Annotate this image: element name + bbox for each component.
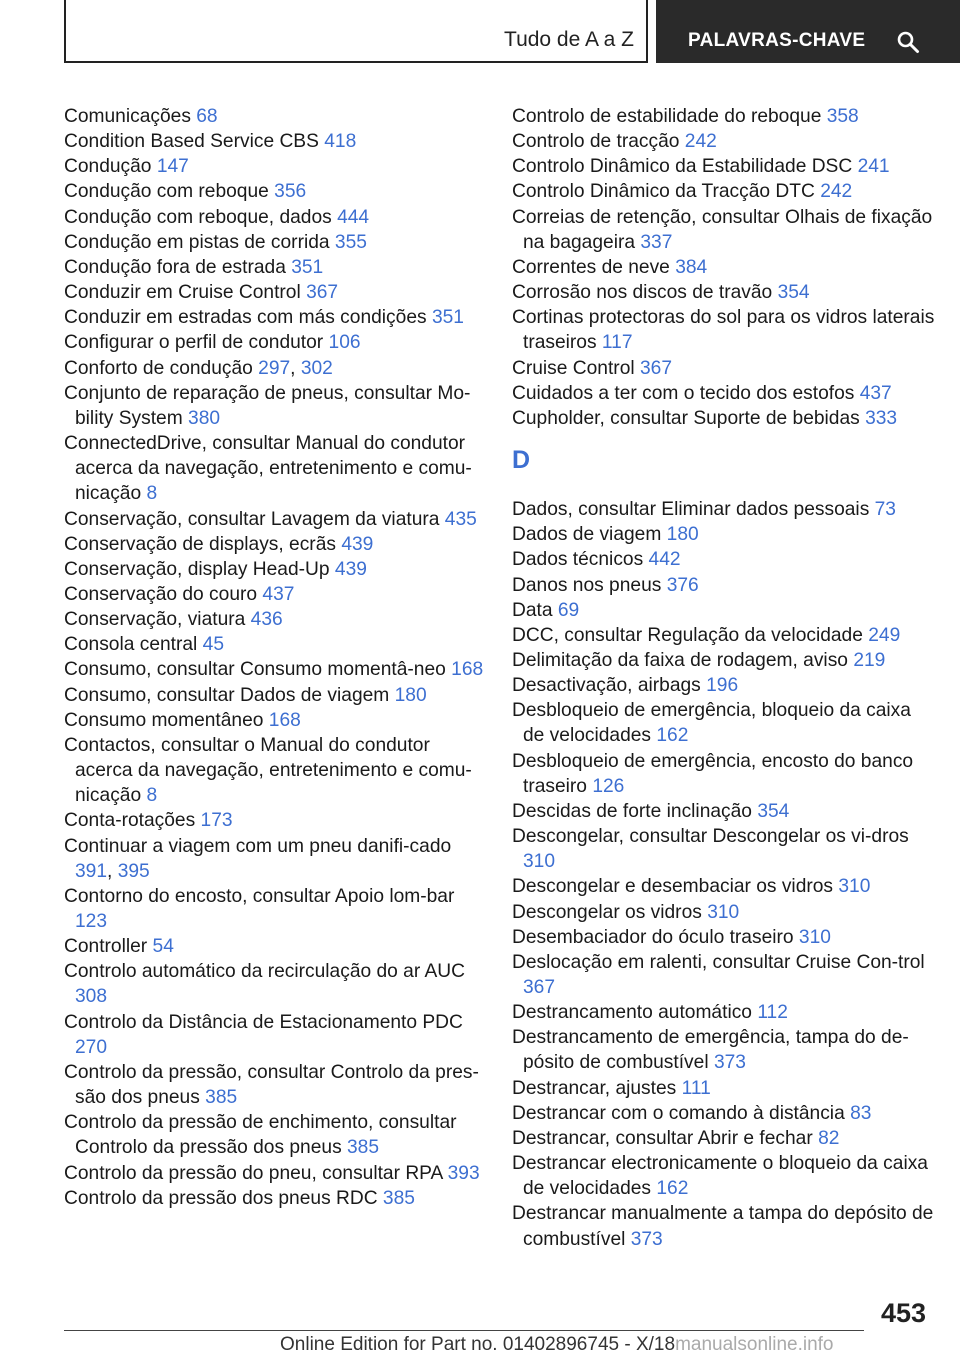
index-term: Conservação de displays, ecrãs — [64, 533, 336, 555]
index-entry — [512, 1201, 937, 1251]
page-link[interactable]: 111 — [681, 1077, 711, 1099]
index-entry — [512, 824, 937, 874]
index-entry — [64, 1161, 484, 1186]
index-term: Continuar a viagem com um pneu danifi-cado — [64, 835, 452, 857]
page-link[interactable]: 444 — [337, 206, 370, 228]
index-term: Condução — [64, 156, 152, 178]
page-link[interactable]: 393 — [447, 1162, 480, 1184]
index-term: Desbloqueio de emergência, encosto do banco traseiro — [512, 750, 914, 797]
index-entry — [64, 507, 484, 532]
index-term: Controlo da pressão dos pneus RDC — [64, 1187, 378, 1209]
page-link[interactable]: 367 — [306, 282, 339, 304]
index-term: Correias de retenção, consultar Olhais de fixação na bagageira — [512, 206, 933, 253]
index-entry — [512, 874, 937, 899]
index-term: Controlo de estabilidade do reboque — [512, 106, 822, 127]
index-entry — [512, 280, 937, 305]
index-entry — [64, 104, 484, 129]
header-left-frame — [64, 0, 648, 63]
index-term: Destrancar com o comando à distância — [512, 1102, 845, 1124]
index-term: Condução em pistas de corrida — [64, 231, 330, 253]
page-link[interactable]: 442 — [648, 549, 681, 571]
index-term: Consumo, consultar Consumo momentâ-neo — [64, 659, 446, 681]
page-link[interactable]: 380 — [188, 407, 221, 429]
page-number: 453 — [880, 1298, 926, 1328]
index-entry — [64, 1060, 484, 1110]
index-term: Destrancamento automático — [512, 1002, 752, 1024]
index-term: Consumo momentâneo — [64, 709, 264, 731]
index-entry — [512, 698, 937, 748]
index-term: Condução com reboque, dados — [64, 206, 332, 228]
index-entry — [512, 900, 937, 925]
index-entry — [512, 623, 937, 648]
page-link[interactable]: 385 — [205, 1087, 238, 1109]
index-term: Contactos, consultar o Manual do condutor acerca da navegação, entretenimento e comu-nicação — [64, 734, 472, 807]
page-link[interactable]: 373 — [630, 1228, 663, 1250]
page-link[interactable]: 168 — [451, 659, 484, 681]
tab-keywords-label: PALAVRAS-CHAVE — [688, 30, 866, 51]
page-link[interactable]: 249 — [868, 624, 901, 646]
index-entry — [512, 104, 937, 129]
page-link[interactable]: 356 — [274, 181, 307, 203]
index-entry — [512, 381, 937, 406]
page-link[interactable]: 437 — [859, 382, 892, 404]
index-entry — [512, 1000, 937, 1025]
index-term: Consumo, consultar Dados de viagem — [64, 684, 390, 706]
page-link[interactable]: 385 — [347, 1137, 380, 1159]
page-link[interactable]: 333 — [865, 407, 898, 429]
index-term: Destrancamento de emergência, tampa do de-pósito de combustível — [512, 1027, 909, 1074]
index-term: Conduzir em estradas com más condições — [64, 307, 427, 329]
page-link[interactable]: 435 — [444, 508, 477, 530]
index-entry — [512, 497, 937, 522]
page-link[interactable]: 439 — [341, 533, 374, 555]
index-term: Destrancar, ajustes — [512, 1077, 677, 1099]
index-entry — [64, 632, 484, 657]
index-term: Cruise Control — [512, 357, 635, 379]
index-entry — [512, 1101, 937, 1126]
index-entry — [512, 129, 937, 154]
page-link[interactable]: 437 — [262, 583, 295, 605]
index-term: Deslocação em ralenti, consultar Cruise Con-trol — [512, 951, 925, 973]
index-entry — [64, 179, 484, 204]
page-link[interactable]: 354 — [757, 800, 790, 822]
page-link[interactable]: 354 — [777, 282, 810, 304]
index-term: Controlo da pressão de enchimento, consultar Controlo da pressão dos pneus — [64, 1112, 457, 1159]
index-entry — [512, 749, 937, 799]
index-term: Comunicações — [64, 106, 191, 127]
page-link[interactable]: 69 — [557, 599, 580, 621]
page-link[interactable]: 241 — [857, 156, 890, 178]
index-term: Dados técnicos — [512, 549, 644, 571]
index-entry — [512, 648, 937, 673]
page-link[interactable]: 162 — [656, 725, 689, 747]
index-entry — [512, 925, 937, 950]
page-link[interactable]: 242 — [684, 131, 717, 153]
index-term: Cupholder, consultar Suporte de bebidas — [512, 407, 860, 429]
index-term: Delimitação da faixa de rodagem, aviso — [512, 649, 848, 671]
index-term: Controller — [64, 936, 148, 958]
index-entry — [64, 884, 484, 934]
page-link[interactable]: 310 — [707, 901, 740, 923]
index-term: Cuidados a ter com o tecido dos estofos — [512, 382, 855, 404]
index-term: Configurar o perfil de condutor — [64, 332, 324, 354]
index-entry — [512, 1076, 937, 1101]
page-link[interactable]: 436 — [250, 609, 283, 631]
index-term: Controlo da pressão do pneu, consultar RPA — [64, 1162, 443, 1184]
index-entry — [512, 305, 937, 355]
index-term: Desembaciador do óculo traseiro — [512, 926, 794, 948]
index-entry — [512, 406, 937, 431]
index-entry: Conforto de condução 297, 302 — [64, 357, 333, 379]
page-link[interactable]: 123 — [75, 911, 108, 932]
index-entry — [64, 959, 484, 1009]
index-term: Conduzir em Cruise Control — [64, 282, 301, 304]
index-entry — [64, 431, 484, 506]
index-entry — [64, 129, 484, 154]
page-link[interactable]: 219 — [853, 649, 886, 671]
tab-keywords[interactable] — [656, 0, 960, 63]
index-term: DCC, consultar Regulação da velocidade — [512, 624, 863, 646]
page-link[interactable]: 73 — [874, 499, 896, 521]
page-link[interactable]: 358 — [826, 106, 859, 127]
page-link[interactable]: 8 — [146, 785, 158, 807]
index-term: Dados de viagem — [512, 524, 662, 546]
index-entry — [512, 154, 937, 179]
index-term: Correntes de neve — [512, 256, 670, 278]
footer-edition: Online Edition for Part no. 01402896745 - X/18 — [280, 1334, 676, 1355]
index-term: Controlo de tracção — [512, 131, 680, 153]
page-link[interactable]: 242 — [820, 181, 853, 203]
page-link[interactable]: 126 — [592, 775, 625, 797]
index-term: Condução com reboque — [64, 181, 269, 203]
index-column-right — [512, 104, 937, 1252]
index-term: Conservação do couro — [64, 583, 258, 605]
index-entry — [64, 1110, 484, 1160]
index-entry — [64, 1186, 484, 1211]
index-entry — [64, 733, 484, 808]
page-link[interactable]: 337 — [640, 231, 673, 253]
index-entry — [64, 154, 484, 179]
page-link[interactable]: 168 — [268, 709, 301, 731]
page-link[interactable]: 270 — [75, 1036, 108, 1058]
index-entry — [64, 657, 484, 682]
index-term: Controlo da pressão, consultar Controlo da pres-são dos pneus — [64, 1061, 479, 1109]
index-term: Conservação, consultar Lavagem da viatura — [64, 508, 440, 530]
index-entry — [512, 573, 937, 598]
index-term: Controlo automático da recirculação do ar AUC — [64, 961, 466, 983]
page-link[interactable]: 355 — [334, 231, 367, 253]
page-link[interactable]: 310 — [798, 926, 831, 948]
page-link[interactable]: 373 — [713, 1052, 746, 1074]
page-link[interactable]: 297 — [258, 357, 291, 379]
page-link[interactable]: 418 — [324, 131, 357, 153]
page-link[interactable]: 351 — [431, 307, 464, 329]
page-link[interactable]: 384 — [675, 256, 708, 278]
index-group-d — [512, 497, 937, 1252]
index-entry — [512, 950, 937, 1000]
index-entry — [512, 598, 937, 623]
index-entry — [64, 205, 484, 230]
search-icon[interactable] — [896, 30, 920, 54]
footer — [280, 1334, 834, 1356]
page-link[interactable]: 310 — [838, 876, 871, 898]
index-term: Conservação, display Head-Up — [64, 558, 330, 580]
footer-site-watermark: manualsonline.info — [675, 1334, 834, 1355]
page-link[interactable]: 351 — [291, 256, 324, 278]
index-term: Controlo Dinâmico da Estabilidade DSC — [512, 156, 853, 178]
page-link[interactable]: 82 — [818, 1127, 840, 1149]
index-term: Desactivação, airbags — [512, 675, 701, 697]
index-entry — [64, 582, 484, 607]
index-term: Descongelar, consultar Descongelar os vi-dros — [512, 826, 909, 848]
index-column-left — [64, 104, 484, 1211]
index-entry — [512, 179, 937, 204]
page-link[interactable]: 391 — [75, 860, 108, 882]
index-term: Conforto de condução — [64, 357, 253, 379]
index-term: Conta-rotações — [64, 810, 196, 832]
index-entry — [512, 255, 937, 280]
index-term: Destrancar manualmente a tampa do depósito de combustível — [512, 1203, 934, 1250]
index-entry — [64, 330, 484, 355]
page-link[interactable]: 8 — [146, 483, 158, 505]
index-entry — [64, 381, 484, 431]
page-link[interactable]: 196 — [706, 675, 739, 697]
page-link[interactable]: 439 — [334, 558, 367, 580]
index-entry — [512, 673, 937, 698]
index-entry — [64, 557, 484, 582]
page-link[interactable]: 83 — [850, 1102, 872, 1124]
index-entry — [512, 356, 937, 381]
index-term: ConnectedDrive, consultar Manual do condutor acerca da navegação, entretenimento e comu-nicação — [64, 433, 472, 505]
index-term: Conjunto de reparação de pneus, consultar Mo-bility System — [64, 382, 471, 429]
index-entry — [64, 255, 484, 280]
page-link[interactable]: 180 — [666, 524, 699, 546]
index-term: Conservação, viatura — [64, 609, 246, 631]
index-term: Destrancar electronicamente o bloqueio da caixa de velocidades — [512, 1153, 928, 1200]
index-term: Consola central — [64, 634, 198, 656]
index-term: Descongelar e desembaciar os vidros — [512, 876, 834, 898]
page-link[interactable]: 117 — [601, 332, 633, 354]
page-link[interactable]: 54 — [152, 936, 174, 958]
index-term: Controlo Dinâmico da Tracção DTC — [512, 181, 815, 203]
page-link[interactable]: 367 — [523, 977, 556, 998]
index-entry — [64, 532, 484, 557]
index-term: Destrancar, consultar Abrir e fechar — [512, 1127, 813, 1149]
index-entry: Continuar a viagem com um pneu danifi-cado 391, 395 — [64, 835, 452, 882]
index-entry — [64, 808, 484, 833]
section-letter: D — [512, 446, 531, 475]
index-entry — [512, 205, 937, 255]
tab-a-to-z[interactable]: Tudo de A a Z — [504, 28, 634, 51]
page-link[interactable]: 45 — [202, 634, 225, 656]
index-term: Contorno do encosto, consultar Apoio lom-bar — [64, 885, 455, 907]
index-entry — [512, 1025, 937, 1075]
page-link[interactable]: 173 — [200, 810, 233, 832]
page-link[interactable]: 310 — [523, 851, 556, 873]
page-link[interactable]: 308 — [75, 986, 108, 1008]
index-term: Controlo da Distância de Estacionamento PDC — [64, 1011, 463, 1033]
index-entry — [512, 547, 937, 572]
page-link[interactable]: 302 — [300, 357, 333, 379]
page-link[interactable]: 68 — [196, 106, 218, 127]
index-entry — [512, 522, 937, 547]
index-entry — [64, 607, 484, 632]
index-term: Descidas de forte inclinação — [512, 800, 752, 822]
index-entry — [64, 683, 484, 708]
index-term: Condução fora de estrada — [64, 256, 286, 278]
index-entry — [64, 280, 484, 305]
index-term: Descongelar os vidros — [512, 901, 702, 923]
index-term: Corrosão nos discos de travão — [512, 282, 773, 304]
index-entry — [512, 1151, 937, 1201]
index-term: Data — [512, 599, 553, 621]
index-term: Danos nos pneus — [512, 574, 662, 596]
index-entry — [64, 1010, 484, 1060]
index-entry — [64, 934, 484, 959]
page-link[interactable]: 367 — [639, 357, 672, 379]
index-term: Dados, consultar Eliminar dados pessoais — [512, 499, 870, 521]
page-link[interactable]: 147 — [156, 156, 189, 178]
page-link[interactable]: 106 — [328, 332, 361, 354]
index-entry — [512, 1126, 937, 1151]
page-link[interactable]: 376 — [666, 574, 699, 596]
page-link[interactable]: 385 — [382, 1187, 415, 1209]
index-entry — [64, 708, 484, 733]
page-link[interactable]: 112 — [757, 1002, 788, 1024]
index-term: Desbloqueio de emergência, bloqueio da caixa de velocidades — [512, 700, 911, 747]
index-entry — [64, 305, 484, 330]
page-link[interactable]: 180 — [394, 684, 427, 706]
index-term: Condition Based Service CBS — [64, 131, 319, 153]
index-group-c — [512, 104, 937, 431]
footer-divider — [64, 1330, 864, 1331]
index-entry — [64, 230, 484, 255]
index-entry — [512, 799, 937, 824]
page-link[interactable]: 395 — [117, 860, 150, 882]
page-link[interactable]: 162 — [656, 1178, 689, 1200]
index-term: Cortinas protectoras do sol para os vidros laterais traseiros — [512, 307, 935, 354]
